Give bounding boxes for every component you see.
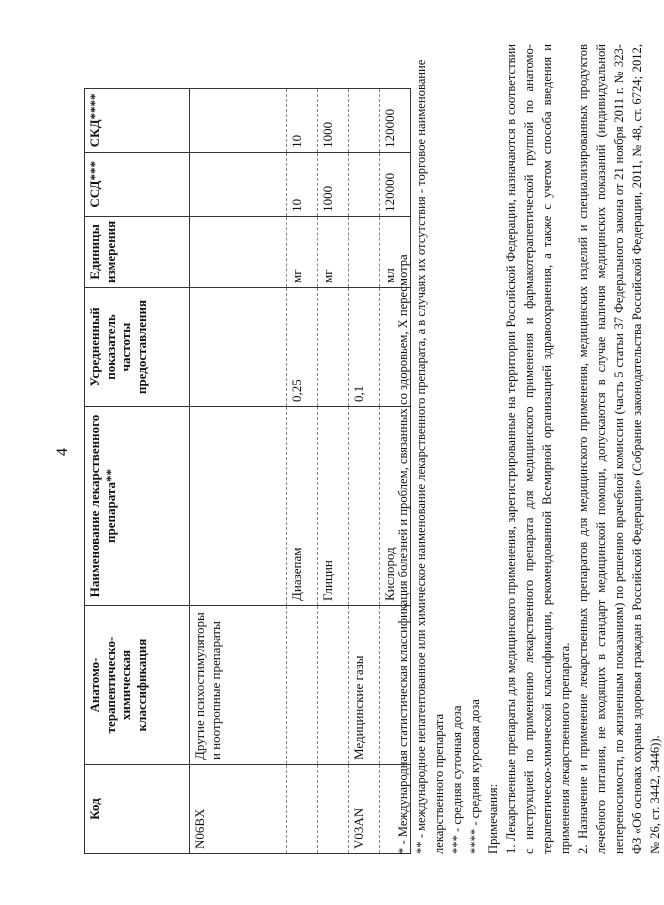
footnote-skd: **** - средняя курсовая доза — [468, 699, 482, 854]
header-unit: Единицы измерения — [85, 216, 190, 287]
footnote-ssd: *** - средняя суточная доза — [450, 705, 464, 854]
cell-atc — [287, 606, 318, 765]
cell-ssd — [190, 152, 287, 216]
table-header-row — [85, 88, 190, 853]
cell-code: N06BX — [190, 765, 287, 854]
header-name: Наименование лекарственного препарата** — [85, 407, 190, 606]
cell-ssd: 10 — [287, 152, 318, 216]
cell-name: Кислород — [380, 407, 411, 606]
cell-skd — [349, 88, 380, 152]
cell-ssd: 1000 — [318, 152, 349, 216]
cell-freq — [190, 288, 287, 407]
note-2: 2. Назначение и применение лекарственных препаратов для медицинского применения, медицинских изделий и специализированных продуктов лечебного питания, не входящих в стандарт медицинской помощи, допускаются в случае наличия медицинских показаний (индивидуальной непереносимости, по жизненным показаниям) по решению врачебной комиссии (часть 5 статьи 37 Федерального закона от 21 ноября 2011 г. № 323-ФЗ «Об основах охраны здоровья граждан в Российской Федерации» (Собрание законодательства Российской Федерации, 2011, № 48, ст. 6724; 2012, № 26, ст. 3442, 3446)). — [576, 44, 662, 854]
cell-code: V03AN — [349, 765, 380, 854]
cell-name — [190, 407, 287, 606]
cell-unit — [190, 216, 287, 287]
cell-skd: 120000 — [380, 88, 411, 152]
cell-unit — [349, 216, 380, 287]
header-frequency: Усредненный показатель частоты предоставления — [85, 288, 190, 407]
page-number: 4 — [54, 448, 71, 456]
footnotes — [394, 44, 664, 854]
header-atc: Анатомо-терапевтическо-химическая классификация — [85, 606, 190, 765]
rotated-content — [50, 42, 662, 862]
notes-title: Примечания: — [486, 783, 500, 854]
cell-ssd — [349, 152, 380, 216]
cell-atc: Медицинские газы — [349, 606, 380, 765]
note-1: 1. Лекарственные препараты для медицинского применения, зарегистрированные на территории Российской Федерации, назначаются в соответствии с инструкцией по применению лекарственного препарата для медицинского применения и фармакотерапевтической группой по анатомо-терапевтическо-химической классификации, рекомендованной Всемирной организацией здравоохранения, а также с учетом способа введения и применения лекарственного препарата. — [504, 44, 572, 854]
table-row — [318, 88, 349, 853]
table-row — [287, 88, 318, 853]
cell-unit: мг — [287, 216, 318, 287]
cell-unit: мг — [318, 216, 349, 287]
cell-atc — [318, 606, 349, 765]
cell-skd: 1000 — [318, 88, 349, 152]
cell-freq — [318, 288, 349, 407]
table-row — [190, 88, 287, 853]
cell-freq: 0,25 — [287, 288, 318, 407]
cell-name — [349, 407, 380, 606]
footnote-icd: * - Международная статистическая классификация болезней и проблем, связанных со здоровьем, X пересмотра — [396, 254, 410, 854]
drug-table — [84, 88, 411, 854]
cell-freq: 0,1 — [349, 288, 380, 407]
header-skd: СКД**** — [85, 88, 190, 152]
header-code: Код — [85, 765, 190, 854]
cell-unit: мл — [380, 216, 411, 287]
cell-name: Диазепам — [287, 407, 318, 606]
header-ssd: ССД*** — [85, 152, 190, 216]
cell-skd — [190, 88, 287, 152]
cell-skd: 10 — [287, 88, 318, 152]
cell-ssd: 120000 — [380, 152, 411, 216]
cell-name: Глицин — [318, 407, 349, 606]
cell-atc: Другие психостимуляторы и ноотропные препараты — [190, 606, 287, 765]
table-row — [349, 88, 380, 853]
cell-code — [318, 765, 349, 854]
footnote-inn: ** - международное непатентованное или химическое наименование лекарственного препарата, а в случаях их отсутствия - торговое наименование лекарственного препарата — [414, 59, 446, 854]
cell-code — [287, 765, 318, 854]
